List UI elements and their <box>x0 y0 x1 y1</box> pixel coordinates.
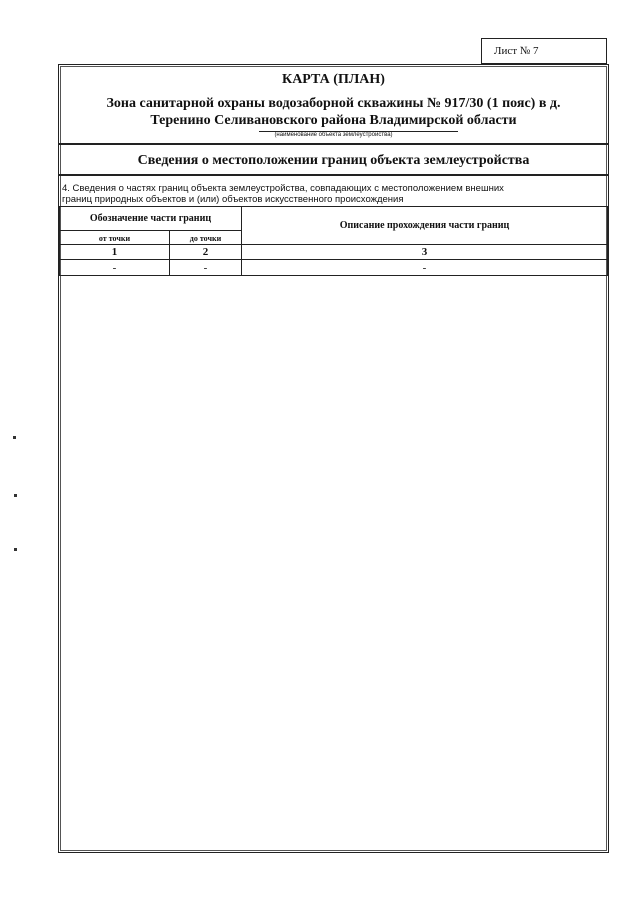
subtitle-line-2: Теренино Селивановского района Владимирской области <box>150 113 517 128</box>
section-title: Сведения о местоположении границ объекта землеустройства <box>137 153 530 168</box>
table-header-row <box>60 207 608 231</box>
document-frame <box>58 64 609 853</box>
to-point-header-cell <box>170 231 242 245</box>
column-number: 1 <box>60 245 170 260</box>
description-header-cell: Описание прохождения части границ <box>242 207 608 245</box>
column-number-row <box>60 245 608 260</box>
section-separator <box>59 174 608 176</box>
sheet-number: Лист № 7 <box>494 45 539 57</box>
header-separator <box>59 143 608 145</box>
table-row <box>60 260 608 276</box>
column-number: 2 <box>170 245 242 260</box>
boundary-parts-table <box>59 206 608 276</box>
subtitle-line-1: Зона санитарной охраны водозаборной скважины № 917/30 (1 пояс) в д. <box>106 96 561 111</box>
scan-mark <box>14 494 17 497</box>
table-cell: - <box>170 260 242 276</box>
to-point-header: до точки <box>189 234 222 243</box>
from-point-header-cell <box>60 231 170 245</box>
scan-mark <box>14 548 17 551</box>
paragraph-line-2: границ природных объектов и (или) объектов искусственного происхождения <box>62 194 404 205</box>
scan-mark <box>13 436 16 439</box>
table-cell: - <box>242 260 608 276</box>
column-number: 3 <box>242 245 608 260</box>
section-paragraph <box>62 183 578 205</box>
document-title: КАРТА (ПЛАН) <box>282 72 385 87</box>
table-cell: - <box>60 260 170 276</box>
document-subtitle <box>59 95 608 129</box>
group-header-cell: Обозначение части границ <box>60 207 242 231</box>
from-point-header: от точки <box>98 234 131 243</box>
sheet-number-box <box>481 38 607 64</box>
paragraph-line-1: 4. Сведения о частях границ объекта землеустройства, совпадающих с местоположением внешних <box>62 183 504 194</box>
object-name-caption: (наименование объекта землеустройства) <box>274 132 393 138</box>
